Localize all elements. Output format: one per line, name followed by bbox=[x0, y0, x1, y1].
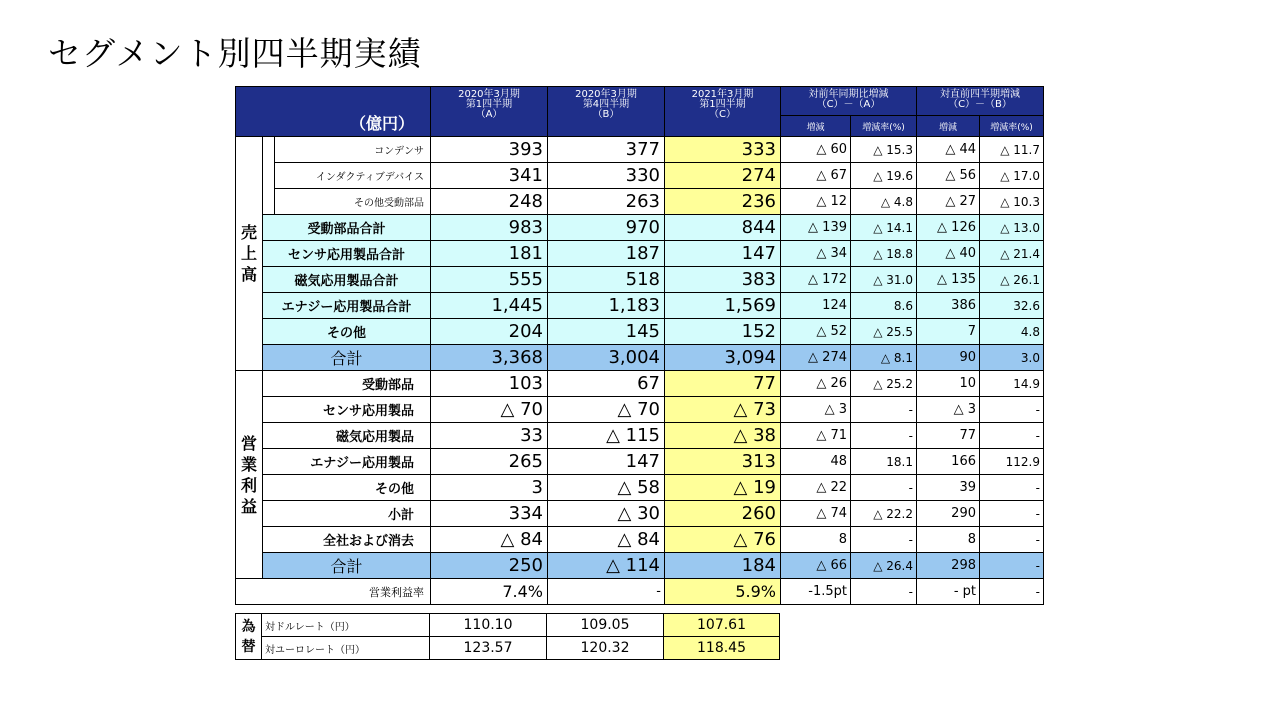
cell-a: 7.4% bbox=[431, 579, 548, 605]
op-total-row bbox=[236, 553, 1044, 579]
segment-results-table bbox=[235, 86, 1044, 605]
table-row bbox=[236, 475, 1044, 501]
table-row bbox=[236, 163, 1044, 189]
cell-a: 393 bbox=[431, 137, 548, 163]
cell-a: 110.10 bbox=[430, 614, 547, 637]
cell-yoy-rate: △ 25.5 bbox=[851, 319, 917, 345]
cell-b: - bbox=[548, 579, 665, 605]
cell-a: 204 bbox=[431, 319, 548, 345]
cell-qoq-rate: - bbox=[980, 397, 1044, 423]
cell-yoy-diff: △ 67 bbox=[781, 163, 851, 189]
cell-qoq-diff: 77 bbox=[917, 423, 980, 449]
cell-c: 147 bbox=[665, 241, 781, 267]
cell-a: 1,445 bbox=[431, 293, 548, 319]
cell-qoq-diff: 10 bbox=[917, 371, 980, 397]
cell-yoy-diff: △ 74 bbox=[781, 501, 851, 527]
cell-qoq-diff: 298 bbox=[917, 553, 980, 579]
cell-yoy-rate: △ 26.4 bbox=[851, 553, 917, 579]
cell-c: 184 bbox=[665, 553, 781, 579]
cell-c: 844 bbox=[665, 215, 781, 241]
table-row bbox=[236, 614, 780, 637]
row-label: センサ応用製品 bbox=[263, 397, 431, 423]
row-label: 磁気応用製品 bbox=[263, 423, 431, 449]
cell-c: △ 19 bbox=[665, 475, 781, 501]
cell-a: 334 bbox=[431, 501, 548, 527]
cell-a: 33 bbox=[431, 423, 548, 449]
row-label: 合計 bbox=[263, 345, 431, 371]
cell-yoy-rate: △ 8.1 bbox=[851, 345, 917, 371]
cell-a: 248 bbox=[431, 189, 548, 215]
cell-yoy-rate: - bbox=[851, 423, 917, 449]
cell-a: △ 84 bbox=[431, 527, 548, 553]
cell-qoq-diff: △ 40 bbox=[917, 241, 980, 267]
cell-a: 123.57 bbox=[430, 637, 547, 660]
cell-qoq-diff: 39 bbox=[917, 475, 980, 501]
cell-c: 383 bbox=[665, 267, 781, 293]
row-label: 小計 bbox=[263, 501, 431, 527]
cell-a: △ 70 bbox=[431, 397, 548, 423]
cell-a: 341 bbox=[431, 163, 548, 189]
cell-b: △ 58 bbox=[548, 475, 665, 501]
cell-b: 330 bbox=[548, 163, 665, 189]
row-label: その他受動部品 bbox=[275, 189, 431, 215]
cell-qoq-rate: - bbox=[980, 527, 1044, 553]
cell-qoq-diff: - pt bbox=[917, 579, 980, 605]
cell-qoq-diff: △ 135 bbox=[917, 267, 980, 293]
cell-a: 3 bbox=[431, 475, 548, 501]
cell-qoq-diff: 166 bbox=[917, 449, 980, 475]
cell-qoq-diff: △ 3 bbox=[917, 397, 980, 423]
cell-yoy-rate: - bbox=[851, 527, 917, 553]
cell-yoy-rate: △ 14.1 bbox=[851, 215, 917, 241]
cell-b: 377 bbox=[548, 137, 665, 163]
cell-yoy-rate: △ 18.8 bbox=[851, 241, 917, 267]
cell-a: 983 bbox=[431, 215, 548, 241]
cell-qoq-rate: 3.0 bbox=[980, 345, 1044, 371]
indent-spacer bbox=[263, 137, 275, 215]
page-title: セグメント別四半期実績 bbox=[48, 34, 422, 73]
cell-c: 77 bbox=[665, 371, 781, 397]
row-label: 磁気応用製品合計 bbox=[263, 267, 431, 293]
sales-total-row bbox=[236, 345, 1044, 371]
cell-qoq-rate: 32.6 bbox=[980, 293, 1044, 319]
cell-b: △ 114 bbox=[548, 553, 665, 579]
op-side-label: 営 業 利 益 bbox=[236, 371, 263, 579]
table-row bbox=[236, 189, 1044, 215]
cell-qoq-diff: △ 56 bbox=[917, 163, 980, 189]
cell-a: 555 bbox=[431, 267, 548, 293]
cell-c: 274 bbox=[665, 163, 781, 189]
cell-yoy-rate: - bbox=[851, 397, 917, 423]
cell-c: 236 bbox=[665, 189, 781, 215]
cell-qoq-rate: - bbox=[980, 501, 1044, 527]
cell-qoq-rate: - bbox=[980, 579, 1044, 605]
cell-b: △ 115 bbox=[548, 423, 665, 449]
cell-qoq-rate: - bbox=[980, 553, 1044, 579]
cell-c: 1,569 bbox=[665, 293, 781, 319]
cell-yoy-rate: △ 22.2 bbox=[851, 501, 917, 527]
fx-side-label: 為 替 bbox=[236, 614, 262, 660]
cell-c: 260 bbox=[665, 501, 781, 527]
cell-a: 250 bbox=[431, 553, 548, 579]
row-label: インダクティブデバイス bbox=[275, 163, 431, 189]
row-label: その他 bbox=[263, 475, 431, 501]
cell-a: 181 bbox=[431, 241, 548, 267]
row-label: 合計 bbox=[263, 553, 431, 579]
cell-yoy-diff: △ 3 bbox=[781, 397, 851, 423]
cell-yoy-diff: △ 22 bbox=[781, 475, 851, 501]
cell-c: 5.9% bbox=[665, 579, 781, 605]
row-label: エナジー応用製品合計 bbox=[263, 293, 431, 319]
cell-yoy-diff: 48 bbox=[781, 449, 851, 475]
cell-qoq-diff: 90 bbox=[917, 345, 980, 371]
cell-b: 147 bbox=[548, 449, 665, 475]
cell-b: 145 bbox=[548, 319, 665, 345]
sub-header-qoq-rate: 増減率(%) bbox=[980, 116, 1044, 137]
table-row bbox=[236, 527, 1044, 553]
cell-qoq-diff: △ 44 bbox=[917, 137, 980, 163]
table-row bbox=[236, 319, 1044, 345]
cell-c: 3,094 bbox=[665, 345, 781, 371]
table-row bbox=[236, 449, 1044, 475]
cell-yoy-rate: △ 4.8 bbox=[851, 189, 917, 215]
cell-b: 3,004 bbox=[548, 345, 665, 371]
cell-qoq-rate: △ 13.0 bbox=[980, 215, 1044, 241]
cell-c: 118.45 bbox=[664, 637, 780, 660]
cell-qoq-rate: 14.9 bbox=[980, 371, 1044, 397]
table-row bbox=[236, 215, 1044, 241]
cell-yoy-diff: △ 34 bbox=[781, 241, 851, 267]
cell-b: 518 bbox=[548, 267, 665, 293]
cell-c: △ 76 bbox=[665, 527, 781, 553]
cell-yoy-rate: - bbox=[851, 579, 917, 605]
table-row bbox=[236, 423, 1044, 449]
cell-qoq-rate: - bbox=[980, 475, 1044, 501]
row-label: 受動部品合計 bbox=[263, 215, 431, 241]
cell-qoq-diff: 7 bbox=[917, 319, 980, 345]
cell-b: △ 30 bbox=[548, 501, 665, 527]
cell-qoq-diff: △ 126 bbox=[917, 215, 980, 241]
cell-qoq-diff: 386 bbox=[917, 293, 980, 319]
cell-yoy-rate: △ 25.2 bbox=[851, 371, 917, 397]
cell-b: 120.32 bbox=[547, 637, 664, 660]
cell-qoq-diff: 290 bbox=[917, 501, 980, 527]
cell-yoy-diff: △ 139 bbox=[781, 215, 851, 241]
table-row bbox=[236, 267, 1044, 293]
sub-header-qoq-diff: 増減 bbox=[917, 116, 980, 137]
cell-a: 265 bbox=[431, 449, 548, 475]
sub-header-yoy-rate: 増減率(%) bbox=[851, 116, 917, 137]
cell-yoy-rate: 18.1 bbox=[851, 449, 917, 475]
row-label: 対ドルレート（円） bbox=[262, 614, 430, 637]
cell-c: 107.61 bbox=[664, 614, 780, 637]
table-row bbox=[236, 637, 780, 660]
cell-a: 103 bbox=[431, 371, 548, 397]
cell-b: 970 bbox=[548, 215, 665, 241]
cell-b: △ 84 bbox=[548, 527, 665, 553]
col-header-qoq: 対直前四半期増減 （C）－（B） bbox=[917, 87, 1044, 116]
cell-yoy-rate: △ 31.0 bbox=[851, 267, 917, 293]
sales-side-label: 売 上 高 bbox=[236, 137, 263, 371]
unit-label: （億円） bbox=[236, 87, 431, 137]
col-header-yoy: 対前年同期比増減 （C）－（A） bbox=[781, 87, 917, 116]
cell-yoy-diff: △ 274 bbox=[781, 345, 851, 371]
cell-yoy-rate: △ 15.3 bbox=[851, 137, 917, 163]
row-label: エナジー応用製品 bbox=[263, 449, 431, 475]
cell-c: △ 73 bbox=[665, 397, 781, 423]
cell-qoq-rate: △ 17.0 bbox=[980, 163, 1044, 189]
sub-header-yoy-diff: 増減 bbox=[781, 116, 851, 137]
col-header-c: 2021年3月期 第1四半期 （C） bbox=[665, 87, 781, 137]
cell-c: △ 38 bbox=[665, 423, 781, 449]
table-row bbox=[236, 397, 1044, 423]
cell-yoy-diff: △ 12 bbox=[781, 189, 851, 215]
cell-yoy-rate: 8.6 bbox=[851, 293, 917, 319]
cell-qoq-rate: △ 26.1 bbox=[980, 267, 1044, 293]
cell-qoq-diff: 8 bbox=[917, 527, 980, 553]
cell-qoq-rate: △ 21.4 bbox=[980, 241, 1044, 267]
cell-yoy-diff: 124 bbox=[781, 293, 851, 319]
row-label: コンデンサ bbox=[275, 137, 431, 163]
col-header-a: 2020年3月期 第1四半期 （A） bbox=[431, 87, 548, 137]
row-label: 受動部品 bbox=[263, 371, 431, 397]
cell-b: 67 bbox=[548, 371, 665, 397]
cell-qoq-rate: 4.8 bbox=[980, 319, 1044, 345]
margin-row bbox=[236, 579, 1044, 605]
cell-yoy-diff: 8 bbox=[781, 527, 851, 553]
row-label: 営業利益率 bbox=[236, 579, 431, 605]
cell-b: 263 bbox=[548, 189, 665, 215]
cell-yoy-diff: △ 172 bbox=[781, 267, 851, 293]
table-row bbox=[236, 241, 1044, 267]
cell-qoq-rate: - bbox=[980, 423, 1044, 449]
col-header-b: 2020年3月期 第4四半期 （B） bbox=[548, 87, 665, 137]
cell-yoy-rate: - bbox=[851, 475, 917, 501]
cell-yoy-diff: △ 60 bbox=[781, 137, 851, 163]
table-row bbox=[236, 137, 1044, 163]
row-label: その他 bbox=[263, 319, 431, 345]
cell-yoy-rate: △ 19.6 bbox=[851, 163, 917, 189]
cell-qoq-rate: 112.9 bbox=[980, 449, 1044, 475]
fx-table bbox=[235, 613, 780, 660]
row-label: 対ユーロレート（円） bbox=[262, 637, 430, 660]
cell-yoy-diff: △ 71 bbox=[781, 423, 851, 449]
cell-yoy-diff: △ 52 bbox=[781, 319, 851, 345]
cell-a: 3,368 bbox=[431, 345, 548, 371]
cell-yoy-diff: △ 26 bbox=[781, 371, 851, 397]
table-row bbox=[236, 293, 1044, 319]
cell-c: 313 bbox=[665, 449, 781, 475]
cell-qoq-diff: △ 27 bbox=[917, 189, 980, 215]
row-label: センサ応用製品合計 bbox=[263, 241, 431, 267]
cell-c: 152 bbox=[665, 319, 781, 345]
row-label: 全社および消去 bbox=[263, 527, 431, 553]
table-row bbox=[236, 501, 1044, 527]
cell-c: 333 bbox=[665, 137, 781, 163]
cell-yoy-diff: -1.5pt bbox=[781, 579, 851, 605]
cell-b: 109.05 bbox=[547, 614, 664, 637]
cell-b: 1,183 bbox=[548, 293, 665, 319]
cell-qoq-rate: △ 10.3 bbox=[980, 189, 1044, 215]
cell-b: △ 70 bbox=[548, 397, 665, 423]
cell-b: 187 bbox=[548, 241, 665, 267]
cell-yoy-diff: △ 66 bbox=[781, 553, 851, 579]
cell-qoq-rate: △ 11.7 bbox=[980, 137, 1044, 163]
table-row bbox=[236, 371, 1044, 397]
